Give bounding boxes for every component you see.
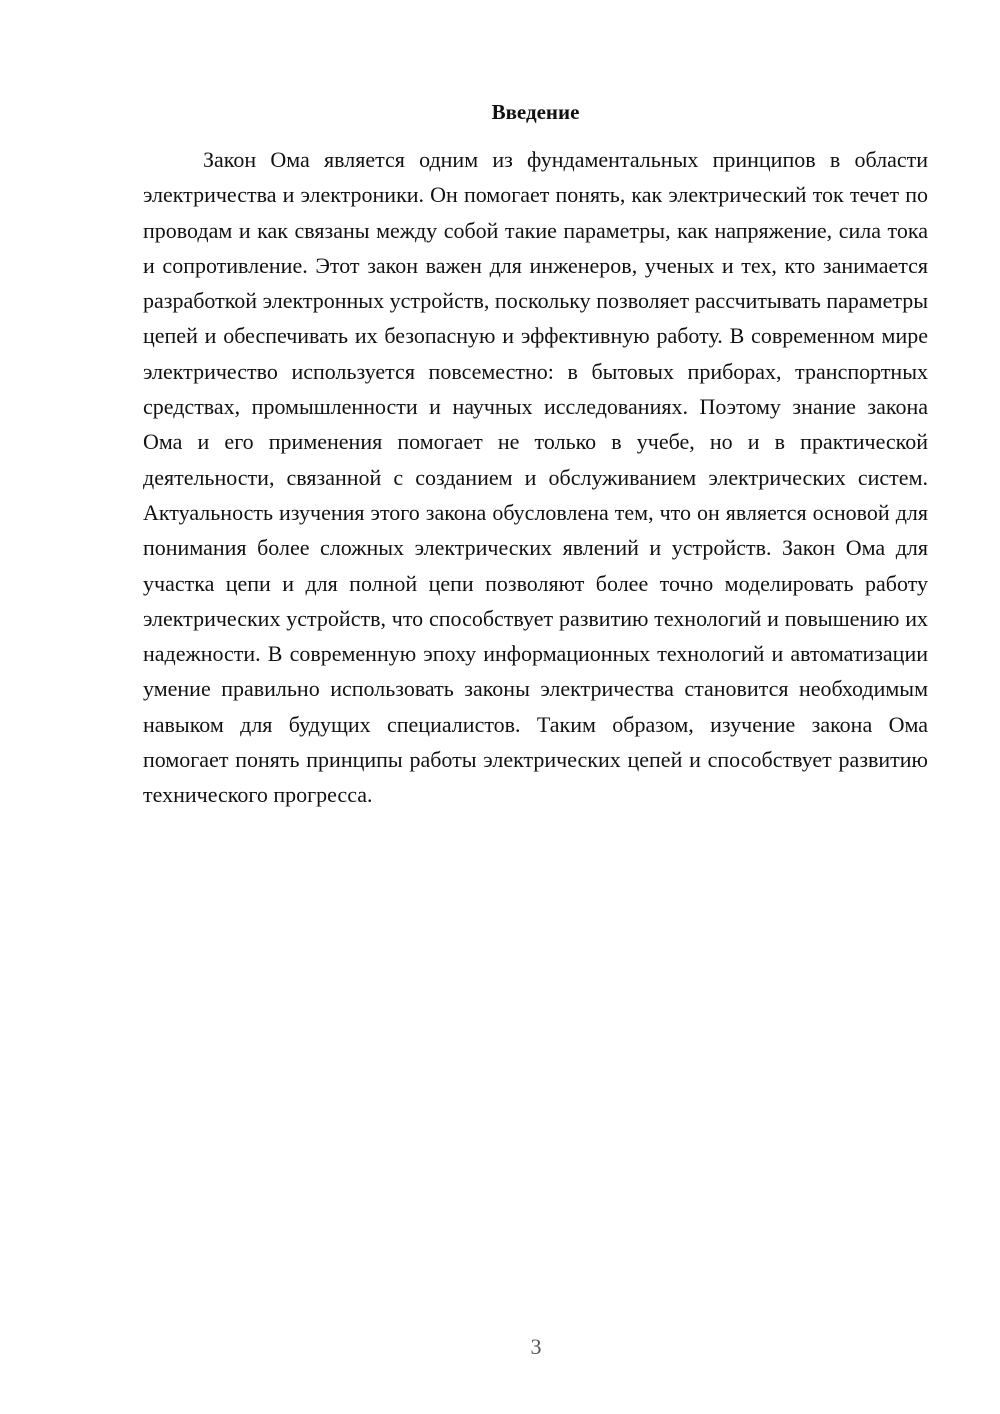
body-paragraph: Закон Ома является одним из фундаментальных принципов в области электричества и электроники. Он помогает понять, как электрический ток течет по проводам и как связаны между собой такие параметры, как напряжение, сила тока и сопротивление. Этот закон важен для инженеров, ученых и тех, кто занимается разработкой электронных устройств, поскольку позволяет рассчитывать параметры цепей и обеспечивать их безопасную и эффективную работу. В современном мире электричество используется повсеместно: в бытовых приборах, транспортных средствах, промышленности и научных исследованиях. Поэтому знание закона Ома и его применения помогает не только в учебе, но и в практической деятельности, связанной с созданием и обслуживанием электрических систем. Актуальность изучения этого закона обусловлена тем, что он является основой для понимания более сложных электрических явлений и устройств. Закон Ома для участка цепи и для полной цепи позволяют более точно моделировать работу электрических устройств, что способствует развитию технологий и повышению их надежности. В современную эпоху информационных технологий и автоматизации умение правильно использовать законы электричества становится необходимым навыком для будущих специалистов. Таким образом, изучение закона Ома помогает понять принципы работы электрических цепей и способствует развитию технического прогресса. xyxy=(143,147,928,808)
page-number: 3 xyxy=(530,1334,542,1359)
section-heading: Введение xyxy=(491,100,580,124)
